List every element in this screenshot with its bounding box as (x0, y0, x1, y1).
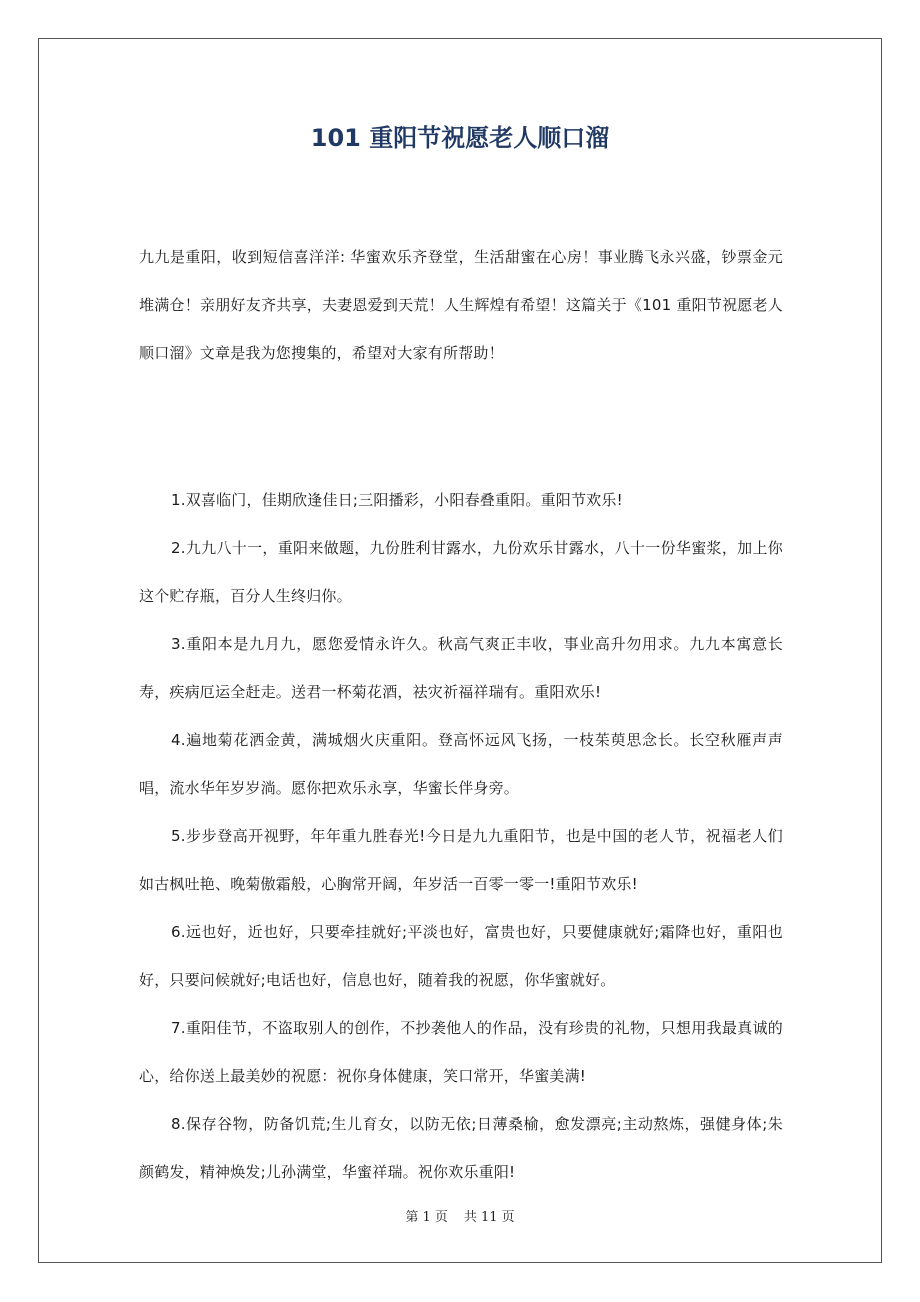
list-item: 4.遍地菊花洒金黄，满城烟火庆重阳。登高怀远风飞扬，一枝茱萸思念长。长空秋雁声声唱，流水华年岁岁淌。愿你把欢乐永享，华蜜长伴身旁。 (139, 731, 783, 797)
list-item: 3.重阳本是九月九，愿您爱情永许久。秋高气爽正丰收，事业高升勿用求。九九本寓意长寿，疾病厄运全赶走。送君一杯菊花酒，祛灾祈福祥瑞有。重阳欢乐! (139, 635, 783, 701)
document-title: 101 重阳节祝愿老人顺口溜 (310, 124, 610, 152)
page-footer (0, 1206, 920, 1225)
list-item: 8.保存谷物，防备饥荒;生儿育女，以防无依;日薄桑榆，愈发漂亮;主动熬炼，强健身体;朱颜鹤发，精神焕发;儿孙满堂，华蜜祥瑞。祝你欢乐重阳! (139, 1115, 783, 1181)
intro-paragraph: 九九是重阳，收到短信喜洋洋: 华蜜欢乐齐登堂，生活甜蜜在心房！事业腾飞永兴盛，钞票金元堆满仓！亲朋好友齐共享，夫妻恩爱到天荒！人生辉煌有希望！这篇关于《101 重阳节祝愿老人顺口溜》文章是我为您搜集的，希望对大家有所帮助！ (139, 248, 783, 362)
list-item: 7.重阳佳节，不盗取别人的创作，不抄袭他人的作品，没有珍贵的礼物，只想用我最真诚的心，给你送上最美妙的祝愿：祝你身体健康，笑口常开，华蜜美满! (139, 1019, 783, 1085)
list-item: 1.双喜临门，佳期欣逢佳日;三阳播彩，小阳春叠重阳。重阳节欢乐! (171, 491, 623, 509)
list-item: 5.步步登高开视野，年年重九胜春光!今日是九九重阳节，也是中国的老人节，祝福老人们如古枫吐艳、晚菊傲霜般，心胸常开阔，年岁活一百零一零一!重阳节欢乐! (139, 827, 783, 893)
list-item: 6.远也好，近也好，只要牵挂就好;平淡也好，富贵也好，只要健康就好;霜降也好，重阳也好，只要问候就好;电话也好，信息也好，随着我的祝愿，你华蜜就好。 (139, 923, 783, 989)
list-item: 2.九九八十一，重阳来做题，九份胜利甘露水，九份欢乐甘露水，八十一份华蜜浆，加上你这个贮存瓶，百分人生终归你。 (139, 539, 783, 605)
wishes-list (139, 476, 783, 1196)
page-total: 共 11 页 (463, 1210, 515, 1225)
page-number: 第 1 页 (405, 1210, 448, 1225)
